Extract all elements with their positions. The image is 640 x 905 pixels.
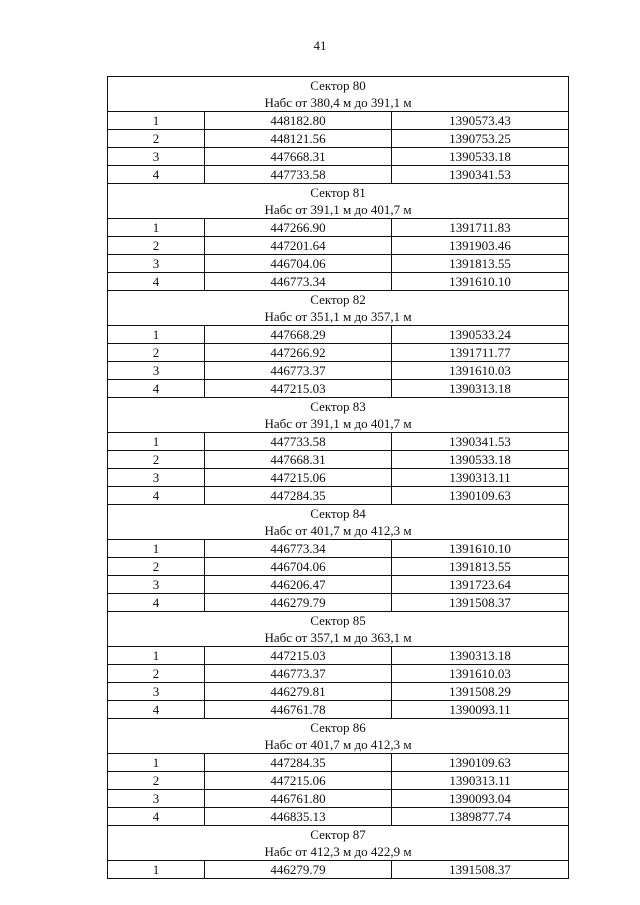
- x-coordinate-cell: 447668.31: [205, 451, 392, 468]
- point-number-cell: 4: [108, 380, 205, 397]
- sector-block: [108, 505, 568, 612]
- x-coordinate-cell: 446279.79: [205, 594, 392, 611]
- table-row: [108, 772, 568, 790]
- point-number-cell: 2: [108, 772, 205, 789]
- table-row: [108, 273, 568, 291]
- sector-height-range: Набс от 401,7 м до 412,3 м: [264, 737, 412, 752]
- sector-header: [108, 398, 568, 433]
- x-coordinate-cell: 447215.03: [205, 647, 392, 664]
- y-coordinate-cell: 1390313.18: [449, 381, 511, 396]
- x-coordinate-cell: 446761.80: [205, 790, 392, 807]
- y-coordinate-cell: 1391711.77: [449, 345, 511, 360]
- y-coordinate-cell: 1390093.04: [449, 791, 511, 806]
- sector-title: Сектор 80: [310, 78, 366, 93]
- sector-height-range: Набс от 351,1 м до 357,1 м: [264, 309, 412, 324]
- point-number-cell: 1: [108, 540, 205, 557]
- sector-title: Сектор 86: [310, 720, 366, 735]
- y-coordinate-cell: 1391610.03: [449, 666, 511, 681]
- table-row: [108, 469, 568, 487]
- x-coordinate-cell: 448182.80: [205, 112, 392, 129]
- sector-block: [108, 77, 568, 184]
- point-number-cell: 2: [108, 237, 205, 254]
- point-number-cell: 3: [108, 790, 205, 807]
- table-row: [108, 701, 568, 719]
- sector-title: Сектор 85: [310, 613, 366, 628]
- sector-header: [108, 184, 568, 219]
- point-number-cell: 1: [108, 861, 205, 878]
- table-row: [108, 237, 568, 255]
- y-coordinate-cell: 1391508.37: [449, 595, 511, 610]
- x-coordinate-cell: 448121.56: [205, 130, 392, 147]
- y-coordinate-cell: 1390753.25: [449, 131, 511, 146]
- x-coordinate-cell: 447733.58: [205, 433, 392, 450]
- sector-title: Сектор 84: [310, 506, 366, 521]
- y-coordinate-cell: 1390533.18: [449, 452, 511, 467]
- point-number-cell: 2: [108, 558, 205, 575]
- sector-height-range: Набс от 391,1 м до 401,7 м: [264, 202, 412, 217]
- sector-title: Сектор 83: [310, 399, 366, 414]
- y-coordinate-cell: 1390341.53: [449, 434, 511, 449]
- sector-title: Сектор 87: [310, 827, 366, 842]
- sector-header: [108, 826, 568, 861]
- point-number-cell: 4: [108, 701, 205, 718]
- table-row: [108, 808, 568, 826]
- x-coordinate-cell: 447733.58: [205, 166, 392, 183]
- sector-block: [108, 398, 568, 505]
- x-coordinate-cell: 447215.03: [205, 380, 392, 397]
- table-row: [108, 647, 568, 665]
- x-coordinate-cell: 446835.13: [205, 808, 392, 825]
- table-row: [108, 112, 568, 130]
- y-coordinate-cell: 1390313.11: [449, 470, 511, 485]
- y-coordinate-cell: 1391610.10: [449, 541, 511, 556]
- x-coordinate-cell: 446279.79: [205, 861, 392, 878]
- table-row: [108, 255, 568, 273]
- sector-header: [108, 612, 568, 647]
- sector-height-range: Набс от 412,3 м до 422,9 м: [264, 844, 412, 859]
- x-coordinate-cell: 446773.37: [205, 665, 392, 682]
- point-number-cell: 1: [108, 219, 205, 236]
- point-number-cell: 1: [108, 754, 205, 771]
- table-row: [108, 326, 568, 344]
- sector-block: [108, 291, 568, 398]
- x-coordinate-cell: 446704.06: [205, 558, 392, 575]
- table-row: [108, 683, 568, 701]
- point-number-cell: 4: [108, 808, 205, 825]
- y-coordinate-cell: 1390313.18: [449, 648, 511, 663]
- table-row: [108, 344, 568, 362]
- y-coordinate-cell: 1390341.53: [449, 167, 511, 182]
- sector-height-range: Набс от 391,1 м до 401,7 м: [264, 416, 412, 431]
- x-coordinate-cell: 447201.64: [205, 237, 392, 254]
- table-row: [108, 861, 568, 878]
- y-coordinate-cell: 1391813.55: [449, 559, 511, 574]
- sector-header: [108, 291, 568, 326]
- sector-header: [108, 505, 568, 540]
- y-coordinate-cell: 1390109.63: [449, 755, 511, 770]
- x-coordinate-cell: 446704.06: [205, 255, 392, 272]
- y-coordinate-cell: 1391903.46: [449, 238, 511, 253]
- table-row: [108, 790, 568, 808]
- table-row: [108, 594, 568, 612]
- x-coordinate-cell: 447668.29: [205, 326, 392, 343]
- point-number-cell: 3: [108, 362, 205, 379]
- point-number-cell: 4: [108, 273, 205, 290]
- sector-block: [108, 826, 568, 878]
- y-coordinate-cell: 1390533.18: [449, 149, 511, 164]
- x-coordinate-cell: 447284.35: [205, 754, 392, 771]
- y-coordinate-cell: 1391610.10: [449, 274, 511, 289]
- point-number-cell: 1: [108, 112, 205, 129]
- coordinates-table: [107, 76, 569, 879]
- point-number-cell: 3: [108, 683, 205, 700]
- x-coordinate-cell: 447284.35: [205, 487, 392, 504]
- table-row: [108, 219, 568, 237]
- sector-title: Сектор 82: [310, 292, 366, 307]
- point-number-cell: 1: [108, 433, 205, 450]
- point-number-cell: 3: [108, 469, 205, 486]
- point-number-cell: 1: [108, 647, 205, 664]
- point-number-cell: 3: [108, 148, 205, 165]
- x-coordinate-cell: 446206.47: [205, 576, 392, 593]
- sector-height-range: Набс от 380,4 м до 391,1 м: [264, 95, 412, 110]
- table-row: [108, 576, 568, 594]
- sector-height-range: Набс от 401,7 м до 412,3 м: [264, 523, 412, 538]
- y-coordinate-cell: 1390109.63: [449, 488, 511, 503]
- y-coordinate-cell: 1391711.83: [449, 220, 511, 235]
- point-number-cell: 2: [108, 130, 205, 147]
- x-coordinate-cell: 447668.31: [205, 148, 392, 165]
- point-number-cell: 3: [108, 255, 205, 272]
- sector-header: [108, 719, 568, 754]
- sector-title: Сектор 81: [310, 185, 366, 200]
- table-row: [108, 148, 568, 166]
- table-row: [108, 451, 568, 469]
- x-coordinate-cell: 446279.81: [205, 683, 392, 700]
- sector-header: [108, 77, 568, 112]
- y-coordinate-cell: 1390093.11: [449, 702, 511, 717]
- y-coordinate-cell: 1391723.64: [449, 577, 511, 592]
- y-coordinate-cell: 1390573.43: [449, 113, 511, 128]
- point-number-cell: 2: [108, 344, 205, 361]
- point-number-cell: 3: [108, 576, 205, 593]
- y-coordinate-cell: 1391508.37: [449, 862, 511, 877]
- point-number-cell: 4: [108, 487, 205, 504]
- point-number-cell: 1: [108, 326, 205, 343]
- table-row: [108, 130, 568, 148]
- x-coordinate-cell: 446773.37: [205, 362, 392, 379]
- y-coordinate-cell: 1391813.55: [449, 256, 511, 271]
- table-row: [108, 487, 568, 505]
- y-coordinate-cell: 1390533.24: [449, 327, 511, 342]
- point-number-cell: 4: [108, 166, 205, 183]
- x-coordinate-cell: 446773.34: [205, 540, 392, 557]
- table-row: [108, 166, 568, 184]
- point-number-cell: 4: [108, 594, 205, 611]
- x-coordinate-cell: 447215.06: [205, 772, 392, 789]
- sector-block: [108, 184, 568, 291]
- table-row: [108, 433, 568, 451]
- y-coordinate-cell: 1390313.11: [449, 773, 511, 788]
- table-row: [108, 558, 568, 576]
- y-coordinate-cell: 1391610.03: [449, 363, 511, 378]
- page-number: 41: [313, 38, 327, 53]
- x-coordinate-cell: 447266.90: [205, 219, 392, 236]
- table-row: [108, 380, 568, 398]
- y-coordinate-cell: 1391508.29: [449, 684, 511, 699]
- sector-height-range: Набс от 357,1 м до 363,1 м: [264, 630, 412, 645]
- x-coordinate-cell: 446761.78: [205, 701, 392, 718]
- sector-block: [108, 612, 568, 719]
- x-coordinate-cell: 447215.06: [205, 469, 392, 486]
- table-row: [108, 362, 568, 380]
- table-row: [108, 540, 568, 558]
- point-number-cell: 2: [108, 665, 205, 682]
- sector-block: [108, 719, 568, 826]
- table-row: [108, 754, 568, 772]
- point-number-cell: 2: [108, 451, 205, 468]
- y-coordinate-cell: 1389877.74: [449, 809, 511, 824]
- x-coordinate-cell: 446773.34: [205, 273, 392, 290]
- table-row: [108, 665, 568, 683]
- x-coordinate-cell: 447266.92: [205, 344, 392, 361]
